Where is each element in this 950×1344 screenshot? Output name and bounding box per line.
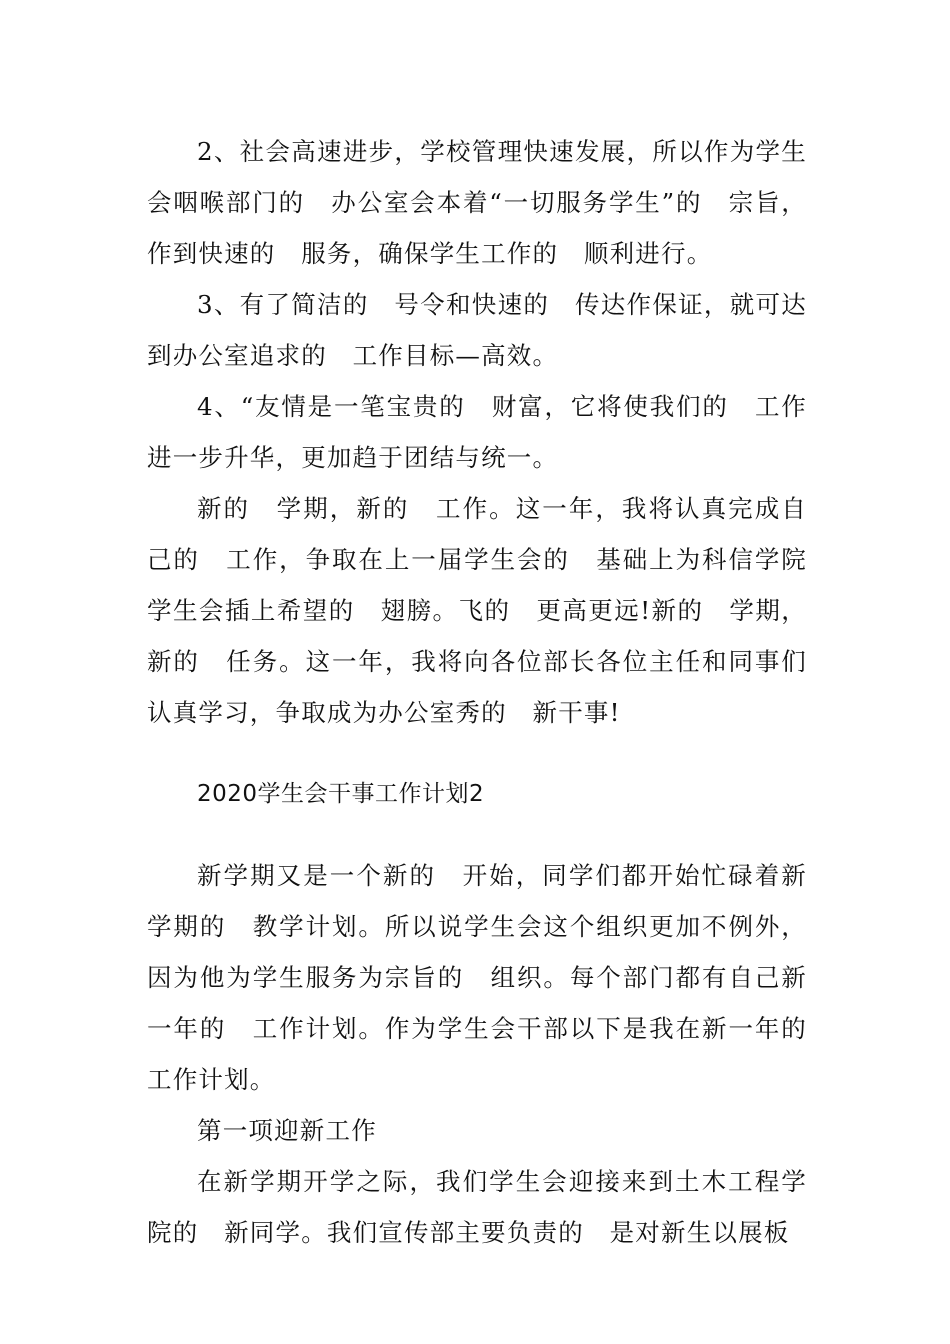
subheading-first-item: 第一项迎新工作 (197, 1116, 377, 1145)
section-title: 2020学生会干事工作计划2 (197, 781, 485, 807)
document-body (147, 126, 807, 1258)
paragraph-intro: 新学期又是一个新的 开始，同学们都开始忙碌着新学期的 教学计划。所以说学生会这个组织更加不例外，因为他为学生服务为宗旨的 组织。每个部门都有自己新一年的 工作计划。作为学生会干部以下是我在新一年的工作计划。 (147, 861, 807, 1094)
paragraph-new-semester: 新的 学期，新的 工作。这一年，我将认真完成自己的 工作，争取在上一届学生会的 基础上为科信学院学生会插上希望的 翅膀。飞的 更高更远!新的 学期，新的 任务。这一年，我将向各位部长各位主任和同事们认真学习，争取成为办公室秀的 新干事! (147, 494, 807, 727)
paragraph-point-4: 4、“友情是一笔宝贵的 财富，它将使我们的 工作进一步升华，更加趋于团结与统一。 (147, 392, 807, 472)
paragraph-point-2: 2、社会高速进步，学校管理快速发展，所以作为学生会咽喉部门的 办公室会本着“一切服务学生”的 宗旨，作到快速的 服务，确保学生工作的 顺利进行。 (147, 137, 807, 268)
paragraph-welcome: 在新学期开学之际，我们学生会迎接来到土木工程学院的 新同学。我们宣传部主要负责的 是对新生以展板 (147, 1167, 807, 1247)
paragraph-point-3: 3、有了简洁的 号令和快速的 传达作保证，就可达到办公室追求的 工作目标—高效。 (147, 290, 807, 370)
